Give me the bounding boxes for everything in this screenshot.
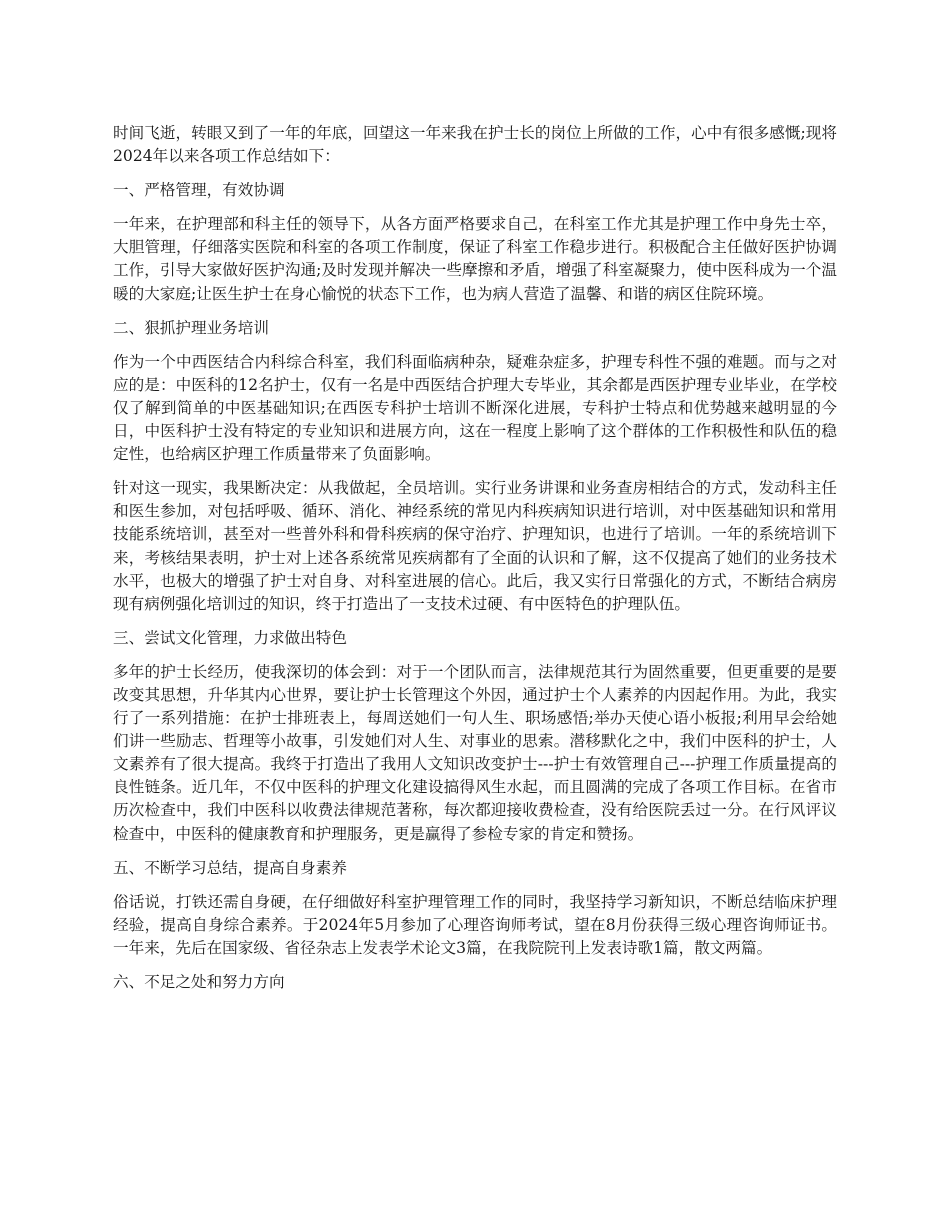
section-5-heading: 五、不断学习总结，提高自身素养 bbox=[113, 858, 347, 877]
section-1-paragraph-1: 一年来，在护理部和科主任的领导下，从各方面严格要求自己，在科室工作尤其是护理工作中身先士卒，大胆管理，仔细落实医院和科室的各项工作制度，保证了科室工作稳步进行。积极配合主任做好医护协调工作，引导大家做好医护沟通;及时发现并解决一些摩擦和矛盾，增强了科室凝聚力，使中医科成为一个温暖的大家庭;让医生护士在身心愉悦的状态下工作，也为病人营造了温馨、和谐的病区住院环境。 bbox=[113, 215, 837, 303]
section-5-paragraph-1: 俗话说，打铁还需自身硬，在仔细做好科室护理管理工作的同时，我坚持学习新知识，不断总结临床护理经验，提高自身综合素养。于2024年5月参加了心理咨询师考试，望在8月份获得三级心理咨询师证书。一年来，先后在国家级、省径杂志上发表学术论文3篇，在我院院刊上发表诗歌1篇，散文两篇。 bbox=[113, 892, 837, 957]
section-2-heading: 二、狠抓护理业务培训 bbox=[113, 318, 269, 337]
document-body bbox=[113, 122, 837, 1005]
section-6-heading: 六、不足之处和努力方向 bbox=[113, 973, 285, 991]
section-2-paragraph-1: 作为一个中西医结合内科综合科室，我们科面临病种杂，疑难杂症多，护理专科性不强的难题。而与之对应的是：中医科的12名护士，仅有一名是中西医结合护理大专毕业，其余都是西医护理专业毕业，在学校仅了解到简单的中医基础知识;在西医专科护士培训不断深化进展，专科护士特点和优势越来越明显的今日，中医科护士没有特定的专业知识和进展方向，这在一程度上影响了这个群体的工作积极性和队伍的稳定性，也给病区护理工作质量带来了负面影响。 bbox=[113, 352, 837, 464]
section-3-heading: 三、尝试文化管理，力求做出特色 bbox=[113, 628, 347, 647]
section-2-paragraph-2: 针对这一现实，我果断决定：从我做起，全员培训。实行业务讲课和业务查房相结合的方式，发动科主任和医生参加，对包括呼吸、循环、消化、神经系统的常见内科疾病知识进行培训，对中医基础知识和常用技能系统培训，甚至对一些普外科和骨科疾病的保守治疗、护理知识，也进行了培训。一年的系统培训下来，考核结果表明，护士对上述各系统常见疾病都有了全面的认识和了解，这不仅提高了她们的业务技术水平，也极大的增强了护士对自身、对科室进展的信心。此后，我又实行日常强化的方式，不断结合病房现有病例强化培训过的知识，终于打造出了一支技术过硬、有中医特色的护理队伍。 bbox=[113, 479, 837, 613]
section-3-paragraph-1: 多年的护士长经历，使我深切的体会到：对于一个团队而言，法律规范其行为固然重要，但更重要的是要改变其思想，升华其内心世界，要让护士长管理这个外因，通过护士个人素养的内因起作用。为此，我实行了一系列措施：在护士排班表上，每周送她们一句人生、职场感悟;举办天使心语小板报;利用早会给她们讲一些励志、哲理等小故事，引发她们对人生、对事业的思索。潜移默化之中，我们中医科的护士，人文素养有了很大提高。我终于打造出了我用人文知识改变护士---护士有效管理自己---护理工作质量提高的良性链条。近几年，不仅中医科的护理文化建设搞得风生水起，而且圆满的完成了各项工作目标。在省市历次检查中，我们中医科以收费法律规范著称，每次都迎接收费检查，没有给医院丢过一分。在行风评议检查中，中医科的健康教育和护理服务，更是赢得了参检专家的肯定和赞扬。 bbox=[113, 662, 837, 843]
intro-paragraph: 时间飞逝，转眼又到了一年的年底，回望这一年来我在护士长的岗位上所做的工作，心中有很多感慨;现将2024年以来各项工作总结如下： bbox=[113, 124, 837, 166]
section-1-heading: 一、严格管理，有效协调 bbox=[113, 181, 285, 200]
